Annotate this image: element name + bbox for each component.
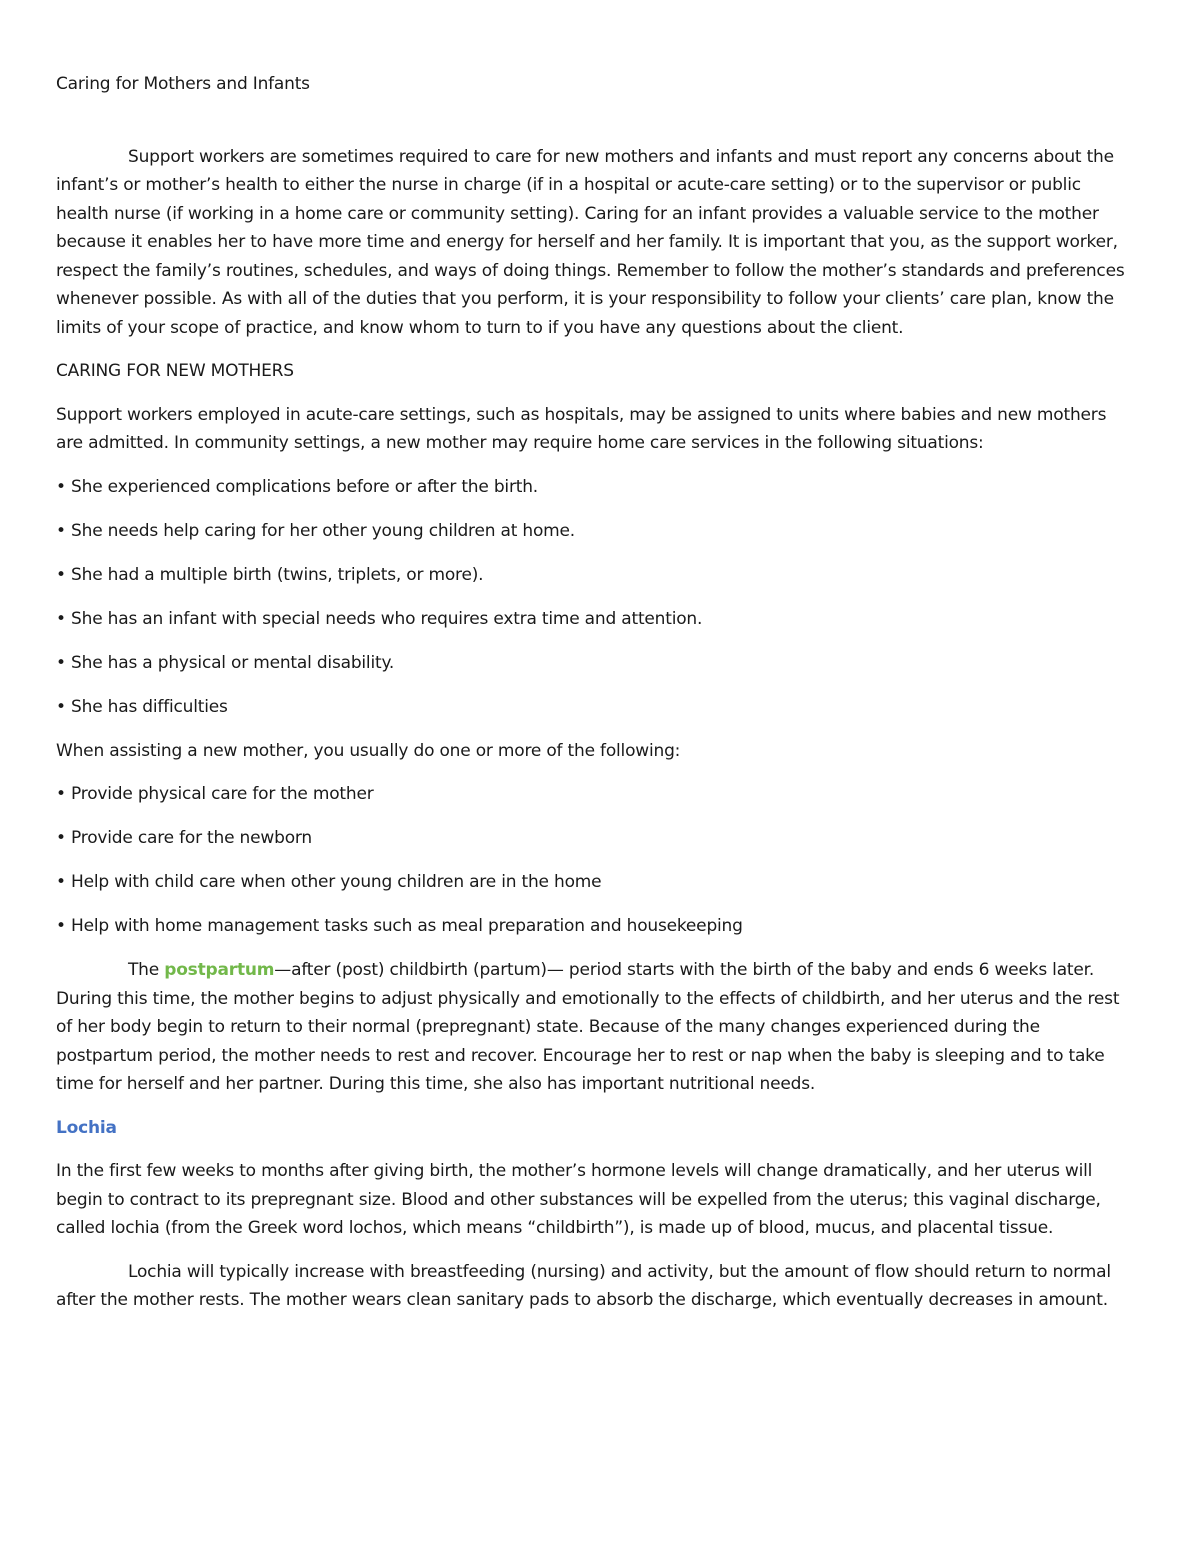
- postpartum-term: postpartum: [164, 960, 275, 980]
- section-heading-new-mothers: CARING FOR NEW MOTHERS: [56, 361, 294, 381]
- postpartum-paragraph: [56, 956, 1136, 1099]
- list-item: • She has difficulties: [56, 696, 228, 717]
- document-title: Caring for Mothers and Infants: [56, 74, 310, 94]
- list-item: • Provide physical care for the mother: [56, 784, 374, 804]
- situations-list: [56, 473, 1136, 722]
- list-item: • She needs help caring for her other young children at home.: [56, 520, 576, 541]
- list-item: • She had a multiple birth (twins, triplets, or more).: [56, 564, 484, 585]
- list-item: • She experienced complications before or after the birth.: [56, 476, 538, 497]
- list-item: • She has an infant with special needs who requires extra time and attention.: [56, 608, 703, 629]
- section-intro-paragraph: Support workers employed in acute-care settings, such as hospitals, may be assigned to units where babies and new mothers are admitted. In community settings, a new mother may require home care services in the following situations:: [56, 404, 1107, 453]
- assist-intro-paragraph: When assisting a new mother, you usually do one or more of the following:: [56, 740, 681, 761]
- postpartum-lead-text: The: [128, 960, 165, 980]
- list-item: • She has a physical or mental disability.: [56, 652, 395, 673]
- list-item: • Help with child care when other young children are in the home: [56, 872, 602, 892]
- lochia-heading: Lochia: [56, 1117, 117, 1138]
- postpartum-body-text: —after (post) childbirth (partum)— period starts with the birth of the baby and ends 6 weeks later. During this time, the mother begins to adjust physically and emotionally to the effects of childbirth, and her uterus and the rest of her body begin to return to their normal (prepregnant) state. Because of the many changes experienced during the postpartum period, the mother needs to rest and recover. Encourage her to rest or nap when the baby is sleeping and to take time for herself and her partner. During this time, she also has important nutritional needs.: [56, 960, 1120, 1094]
- list-item: • Help with home management tasks such as meal preparation and housekeeping: [56, 916, 743, 936]
- document-page: [56, 70, 1136, 1330]
- lochia-paragraph-1: In the first few weeks to months after giving birth, the mother’s hormone levels will change dramatically, and her uterus will begin to contract to its prepregnant size. Blood and other substances will be expelled from the uterus; this vaginal discharge, called lochia (from the Greek word lochos, which means “childbirth”), is made up of blood, mucus, and placental tissue.: [56, 1161, 1101, 1238]
- list-item: • Provide care for the newborn: [56, 828, 312, 848]
- tasks-list: [56, 780, 1136, 941]
- intro-paragraph: Support workers are sometimes required to care for new mothers and infants and must report any concerns about the infant’s or mother’s health to either the nurse in charge (if in a hospital or acute-care setting) or to the supervisor or public health nurse (if working in a home care or community setting). Caring for an infant provides a valuable service to the mother because it enables her to have more time and energy for herself and her family. It is important that you, as the support worker, respect the family’s routines, schedules, and ways of doing things. Remember to follow the mother’s standards and preferences whenever possible. As with all of the duties that you perform, it is your responsibility to follow your clients’ care plan, know the limits of your scope of practice, and know whom to turn to if you have any questions about the client.: [56, 146, 1125, 338]
- lochia-paragraph-2: Lochia will typically increase with breastfeeding (nursing) and activity, but the amount of flow should return to normal after the mother rests. The mother wears clean sanitary pads to absorb the discharge, which eventually decreases in amount.: [56, 1261, 1111, 1310]
